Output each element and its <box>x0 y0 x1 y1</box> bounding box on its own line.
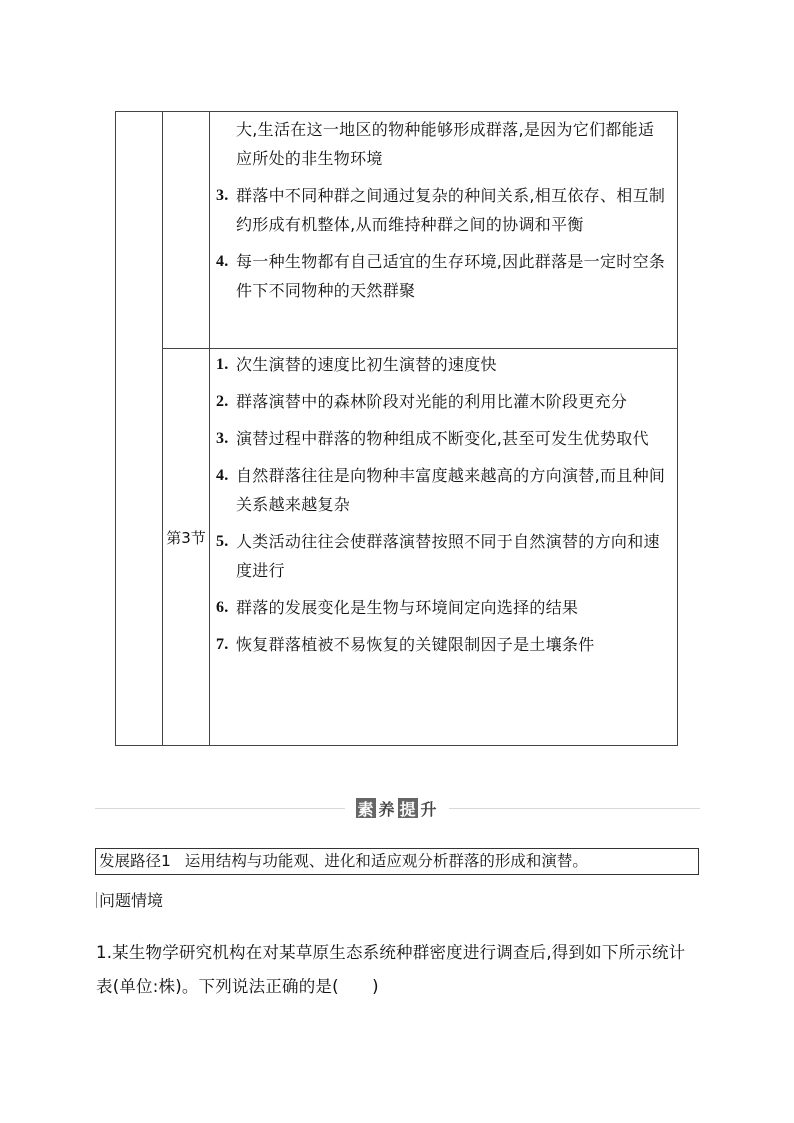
item-number: 4. <box>216 467 229 484</box>
list-item <box>216 630 669 659</box>
situation-text: 问题情境 <box>99 891 164 910</box>
item-text: 群落的发展变化是生物与环境间定向选择的结果 <box>236 598 579 617</box>
list-item <box>216 247 669 305</box>
table-divider <box>209 112 210 745</box>
continued-text: 大,生活在这一地区的物种能够形成群落,是因为它们都能适应所处的非生物环境 <box>236 120 655 168</box>
list-item <box>216 527 669 585</box>
question-text: 1.某生物学研究机构在对某草原生态系统种群密度进行调查后,得到如下所示统计表(单位:株)。下列说法正确的是( ) <box>96 943 686 996</box>
summary-table <box>115 111 678 746</box>
list-item <box>216 593 669 622</box>
item-text: 演替过程中群落的物种组成不断变化,甚至可发生优势取代 <box>236 429 649 448</box>
problem-situation-label <box>96 888 163 914</box>
item-text: 群落中不同种群之间通过复杂的种间关系,相互依存、相互制约形成有机整体,从而维持种群之间的协调和平衡 <box>236 186 666 234</box>
item-text: 人类活动往往会使群落演替按照不同于自然演替的方向和速度进行 <box>236 532 660 580</box>
item-text: 次生演替的速度比初生演替的速度快 <box>236 355 497 374</box>
item-number: 6. <box>216 599 229 616</box>
list-item <box>216 387 669 416</box>
label-bar <box>96 892 97 908</box>
list-item <box>216 424 669 453</box>
section-heading <box>345 795 449 821</box>
section-label: 第3节 <box>166 529 206 547</box>
item-text: 每一种生物都有自己适宜的生存环境,因此群落是一定时空条件下不同物种的天然群聚 <box>236 252 666 300</box>
item-text: 恢复群落植被不易恢复的关键限制因子是土壤条件 <box>236 635 595 654</box>
table-divider <box>162 112 163 745</box>
heading-char: 升 <box>420 799 437 819</box>
item-number: 2. <box>216 393 229 410</box>
upper-content-cell <box>216 115 669 313</box>
item-number: 4. <box>216 253 229 270</box>
lower-content-cell <box>216 350 669 667</box>
list-item <box>216 181 669 239</box>
item-text: 群落演替中的森林阶段对光能的利用比灌木阶段更充分 <box>236 392 628 411</box>
item-number: 5. <box>216 533 229 550</box>
item-number: 3. <box>216 187 229 204</box>
item-number: 3. <box>216 430 229 447</box>
development-path-box <box>95 848 699 875</box>
list-item <box>216 350 669 379</box>
list-item <box>216 461 669 519</box>
path-label: 发展路径1 <box>99 852 171 870</box>
heading-char: 养 <box>378 799 395 819</box>
heading-char: 素 <box>357 799 374 819</box>
item-number: 7. <box>216 636 229 653</box>
heading-char: 提 <box>399 799 416 819</box>
table-divider <box>162 348 677 349</box>
item-text: 自然群落往往是向物种丰富度越来越高的方向演替,而且种间关系越来越复杂 <box>236 466 666 514</box>
item-number: 1. <box>216 356 229 373</box>
path-text: 运用结构与功能观、进化和适应观分析群落的形成和演替。 <box>184 852 588 870</box>
